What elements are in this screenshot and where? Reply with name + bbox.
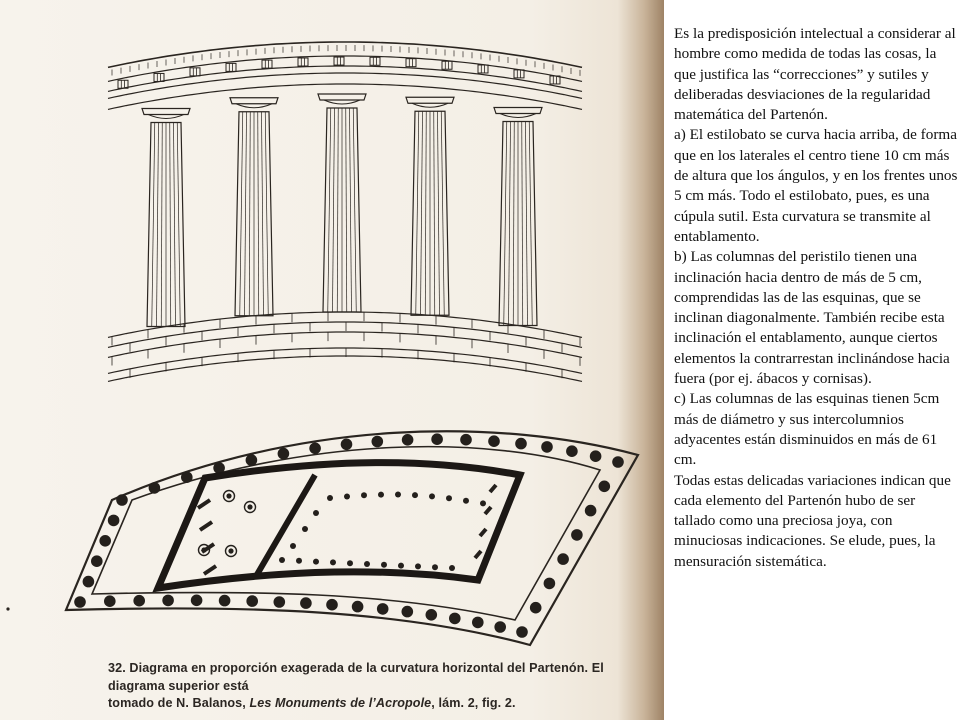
cella-column-dot (361, 492, 367, 498)
column-abacus (318, 94, 366, 100)
column-flute (522, 122, 523, 326)
slide-text-block (674, 24, 958, 572)
porch-wall-block (485, 507, 491, 514)
peristyle-column-dot (108, 515, 120, 527)
column-flute (258, 112, 259, 316)
porch-wall-block (480, 529, 486, 536)
peristyle-column-dot (426, 609, 438, 621)
cella-column-dot (429, 493, 435, 499)
peristyle-column-dot (309, 443, 321, 455)
column-flute (265, 112, 268, 316)
triglyph (298, 58, 308, 66)
column-flute (240, 112, 243, 316)
porch-wall-block (490, 485, 496, 492)
column-abacus (494, 108, 542, 114)
paragraph-intro: Es la predisposición intelectual a considerar al hombre como medida de todas las cosas, la que justifica las “correcciones” y sutiles y deliberadas desviaciones de la regularidad matemática del Partenón. (674, 25, 956, 124)
column-flute (421, 111, 423, 315)
cella-column-dot (290, 543, 296, 549)
peristyle-column-dot (274, 596, 286, 608)
peristyle-column-dot (449, 613, 461, 625)
column-flute (425, 111, 426, 315)
peristyle-column-dot (472, 617, 484, 629)
peristyle-column-dot (352, 601, 364, 613)
paragraph-c: c) Las columnas de las esquinas tienen 5cm más de diámetro y sus intercolumnios adyacentes están disminuidos en más de 61 cm. (674, 390, 940, 469)
triglyph (406, 59, 416, 67)
stylobate-step (108, 356, 582, 381)
stylobate-step (108, 312, 582, 337)
column-flute (157, 122, 159, 326)
peristyle-column-dot (191, 595, 203, 607)
triglyph (226, 63, 236, 71)
cella-columns (198, 485, 496, 574)
caption-line-1: 32. Diagrama en proporción exagerada de la curvatura horizontal del Partenón. El diagrama superior está (108, 661, 604, 693)
peristyle-column-dot (585, 505, 597, 517)
peristyle-column-dot (431, 433, 443, 445)
peristyle-column-dot (515, 438, 527, 450)
column-flute (434, 111, 435, 315)
porch-wall-block (200, 522, 212, 530)
column-flute (262, 112, 264, 316)
column-flute (529, 122, 532, 326)
peristyle-column-dot (181, 471, 193, 483)
column-flute (416, 111, 419, 315)
small-dot (6, 607, 9, 610)
column-flute (174, 122, 176, 326)
paragraph-conclusion: Todas estas delicadas variaciones indican que cada elemento del Partenón hubo de ser tallado como una preciosa joya, con minuciosas indicaciones. Se elude, pues, la mensuración sistemática. (674, 471, 951, 570)
cella-column-dot (296, 558, 302, 564)
column-flute (161, 122, 162, 326)
triglyph (514, 70, 524, 78)
peristyle-column-dot (341, 439, 353, 451)
peristyle-column-dot (246, 595, 258, 607)
elevation-diagram (108, 42, 582, 381)
entablature-line (108, 56, 582, 81)
cella-column-dot (395, 492, 401, 498)
column-flute (438, 111, 440, 315)
column-flute (509, 122, 511, 326)
cella-column-dot (347, 560, 353, 566)
cella-column-dot (327, 495, 333, 501)
triglyph (154, 73, 164, 81)
plan-diagram (6, 431, 638, 645)
peristyle-column-dot (133, 595, 145, 607)
peristyle-column-dot (571, 529, 583, 541)
triglyph (334, 57, 344, 65)
peristyle-column-dot (326, 599, 338, 611)
column-flute (346, 108, 347, 312)
column-flute (441, 111, 444, 315)
opisthodomos-column-core (247, 504, 252, 509)
cella-column-dot (412, 492, 418, 498)
opisthodomos-column-core (226, 493, 231, 498)
paragraph-b: b) Las columnas del peristilo tienen una inclinación hacia dentro de más de 5 cm, comprendidas las de las esquinas, que se inclinan diagonalmente. También recibe esta inclinación el entablamento, aunque ciertos elementos la contrarrestan inclinándose hacia fuera (por ej. ábacos y cornisas). (674, 248, 950, 388)
peristyle-column-dot (246, 454, 258, 466)
cella-column-dot (432, 564, 438, 570)
cella-column-dot (279, 557, 285, 563)
opisthodomos-column-core (201, 547, 206, 552)
peristyle-column-dot (278, 448, 290, 460)
cella-column-dot (364, 561, 370, 567)
peristyle-column-dot (402, 434, 414, 446)
cella-column-dot (302, 526, 308, 532)
peristyle-column-dot (530, 602, 542, 614)
peristyle-column-dot (162, 595, 174, 607)
peristyle-column-dot (377, 603, 389, 615)
column-abacus (406, 97, 454, 103)
caption-prefix: tomado de N. Balanos, (108, 696, 250, 710)
entablature-line (108, 42, 582, 67)
stylobate-drawing (108, 312, 582, 381)
cella-column-dot (313, 559, 319, 565)
column-flute (353, 108, 356, 312)
porch-wall-block (204, 566, 216, 574)
column-flute (350, 108, 352, 312)
cella-column-dot (330, 559, 336, 565)
triglyph (370, 57, 380, 65)
porch-wall-block (475, 551, 481, 558)
cella-column-dot (398, 563, 404, 569)
cella-column-dot (381, 562, 387, 568)
porch-wall-block (198, 500, 210, 508)
peristyle-column-dot (91, 555, 103, 567)
peristyle-column-dot (460, 434, 472, 446)
peristyle-column-dot (104, 595, 116, 607)
peristyle-column-dot (99, 535, 111, 547)
entablature-drawing (108, 42, 582, 109)
peristyle-column-dot (488, 435, 500, 447)
caption-line-2 (108, 695, 653, 713)
columns-drawing (142, 94, 542, 326)
peristyle-column-dot (599, 481, 611, 493)
entablature-line (108, 84, 582, 109)
column-flute (249, 112, 250, 316)
peristyle-column-dot (566, 445, 578, 457)
column-abacus (142, 108, 190, 114)
cella-column-dot (415, 563, 421, 569)
peristyle-column-dot (402, 606, 414, 618)
cella-column-dot (378, 492, 384, 498)
cella-column-dot (344, 494, 350, 500)
triglyph (262, 60, 272, 68)
column-flute (526, 122, 528, 326)
peristyle-column-dot (557, 553, 569, 565)
peristyle-column-dot (149, 482, 161, 494)
cella-column-dot (313, 510, 319, 516)
peristyle-column-dot (544, 578, 556, 590)
paragraph-a: a) El estilobato se curva hacia arriba, de forma que en los laterales el centro tiene 10 cm más de altura que los ángulos, y en los frentes unos 5 cm más. Todo el estilobato, pues, es una cúpula sutil. Esta curvatura se transmite al entablamento. (674, 126, 958, 245)
column-abacus (230, 98, 278, 104)
figure-caption (108, 660, 653, 713)
cella-column-dot (480, 500, 486, 506)
peristyle-column-dot (541, 441, 553, 453)
cella-column-dot (463, 498, 469, 504)
peristyle-column-dot (494, 621, 506, 633)
column-flute (177, 122, 180, 326)
opisthodomos-column-core (228, 548, 233, 553)
column-flute (152, 122, 155, 326)
caption-book-title: Les Monuments de l’Acropole (249, 696, 432, 710)
peristyle-column-dot (219, 595, 231, 607)
triglyph (478, 65, 488, 73)
entablature-line (108, 66, 582, 91)
column-flute (337, 108, 338, 312)
cella-column-dot (446, 495, 452, 501)
caption-suffix: , lám. 2, fig. 2. (431, 696, 516, 710)
peristyle-column-dot (300, 597, 312, 609)
peristyle-column-dot (612, 456, 624, 468)
column-flute (333, 108, 335, 312)
cella-column-dot (449, 565, 455, 571)
triglyph (442, 61, 452, 69)
stylobate-step (108, 348, 582, 373)
triglyph (190, 68, 200, 76)
peristyle-column-dot (74, 596, 86, 608)
column-flute (504, 122, 507, 326)
column-flute (328, 108, 331, 312)
column-flute (170, 122, 171, 326)
column-flute (245, 112, 247, 316)
column-flute (513, 122, 514, 326)
peristyle-column-dot (116, 494, 128, 506)
peristyle-column-dot (83, 576, 95, 588)
peristyle-column-dot (372, 436, 384, 448)
stylobate-step (108, 332, 582, 357)
peristyle-column-dot (590, 450, 602, 462)
peristyle-column-dot (516, 626, 528, 638)
